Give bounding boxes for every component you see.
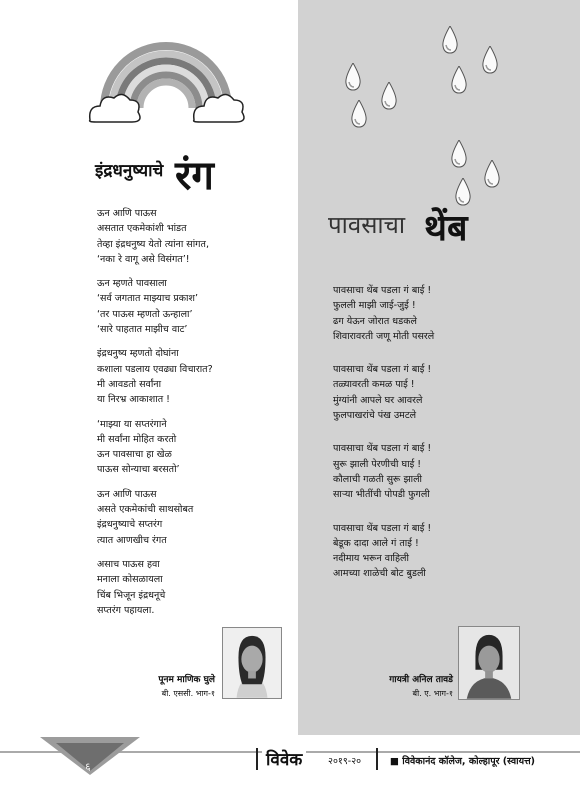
left-author-photo — [222, 627, 282, 699]
poem-line: इंद्रधनुष्य म्हणतो दोघांना — [97, 348, 179, 360]
poem-line: तेव्हा इंद्रधनुष्य येतो त्यांना सांगत, — [97, 238, 209, 250]
poem-line: ऊन म्हणते पावसाला — [97, 278, 167, 290]
stanza — [97, 206, 297, 267]
raindrop-icon — [450, 66, 468, 94]
stanza — [333, 441, 533, 502]
stanza — [333, 283, 533, 344]
poem-line: असाच पाऊस हवा — [97, 558, 160, 570]
raindrop-icon — [344, 63, 362, 91]
poem-line: आमच्या शाळेची बोट बुडली — [333, 568, 426, 580]
poem-line: पाऊस सोन्याचा बरसतो’ — [97, 464, 180, 476]
left-author-class: बी. एससी. भाग-१ — [161, 689, 215, 698]
poem-line: या निरभ्र आकाशात ! — [97, 394, 170, 406]
poem-line: ‘तर पाऊस म्हणतो ऊन्हाला’ — [97, 308, 193, 320]
poem-line: साऱ्या भीतींची पोपडी फुगली — [333, 489, 430, 501]
stanza — [97, 417, 297, 478]
title-big-word: रंग — [175, 152, 214, 199]
magazine-name: विवेक — [262, 747, 306, 770]
poem-line: असते एकमेकांची साथसोबत — [97, 504, 194, 516]
poem-line: ‘सारे पाहतात माझीच वाट’ — [97, 324, 188, 336]
poem-line: त्यात आणखीच रंगत — [97, 534, 167, 546]
raindrop-icon — [450, 140, 468, 168]
poem-line: ‘माझ्या या सप्तरंगाने — [97, 418, 167, 430]
left-author-name: पूनम माणिक घुले — [158, 675, 215, 685]
title-first-word: पावसाचा — [328, 211, 406, 239]
stanza — [333, 521, 533, 582]
rainbow-icon — [86, 30, 246, 130]
left-poem-body — [97, 206, 297, 627]
poem-line: मी सर्वांना मोहित करतो — [97, 433, 177, 445]
poem-line: सुरू झाली पेरणीची घाई ! — [333, 458, 422, 470]
stanza — [97, 557, 297, 618]
poem-line: पावसाचा थेंब पडला गं बाई ! — [333, 522, 432, 534]
poem-line: सप्तरंग पहायला. — [97, 604, 155, 616]
poem-line: कौलाची गळती सुरू झाली — [333, 473, 423, 485]
right-author-class: बी. ए. भाग-१ — [412, 689, 453, 698]
raindrop-icon — [350, 100, 368, 128]
stanza — [333, 362, 533, 423]
poem-line: पावसाचा थेंब पडला गं बाई ! — [333, 443, 432, 455]
magazine-year: २०१९-२० — [324, 754, 365, 767]
title-second-word: थेंब — [424, 207, 468, 249]
poem-line: फुलपाखरांचे पंख उमटले — [333, 410, 417, 422]
poem-line: शिवारावरती जणू मोती पसरले — [333, 330, 435, 342]
right-author-name: गायत्री अनिल तावडे — [389, 675, 453, 685]
poem-line: मुंग्यांनी आपले घर आवरले — [333, 394, 423, 406]
poem-line: ऊन आणि पाऊस — [97, 208, 157, 219]
poem-line: बेडूक दादा आले गं ताई ! — [333, 537, 419, 549]
poem-line: कशाला पडलाय एवढ्या विचारात? — [97, 363, 213, 375]
footer-separator — [256, 748, 258, 770]
raindrop-icon — [483, 160, 501, 188]
poem-line: चिंब भिजून इंद्रधनूचे — [97, 589, 166, 601]
poem-line: ऊन आणि पाऊस — [97, 488, 157, 500]
poem-line: नदीमाय भरून वाहिली — [333, 553, 409, 565]
raindrop-icon — [441, 26, 459, 54]
poem-line: असतात एकमेकांशी भांडत — [97, 223, 187, 235]
poem-line: पावसाचा थेंब पडला गं बाई ! — [333, 364, 432, 376]
title-small-word: इंद्रधनुष्याचे — [95, 161, 164, 181]
stanza — [97, 346, 297, 407]
right-poem-body — [333, 283, 533, 600]
poem-line: ऊन पावसाचा हा खेळ — [97, 449, 172, 461]
poem-line: फुलली माझी जाई-जुई ! — [333, 300, 416, 312]
poem-line: तळ्यावरती कमळ पाई ! — [333, 379, 415, 391]
poem-line: ‘नका रे वागू असे विसंगत’! — [97, 253, 190, 265]
poem-line: पावसाचा थेंब पडला गं बाई ! — [333, 285, 432, 296]
poem-line: ढग येऊन जोरात धडकले — [333, 315, 417, 327]
right-poem-title — [328, 200, 498, 262]
stanza — [97, 487, 297, 548]
footer-separator — [376, 748, 378, 770]
poem-line: ‘सर्व जगतात माझ्याच प्रकाश’ — [97, 293, 198, 305]
raindrop-icon — [380, 82, 398, 110]
raindrop-icon — [481, 46, 499, 74]
poem-line: इंद्रधनुष्याचे सप्तरंग — [97, 519, 163, 531]
stanza — [97, 276, 297, 337]
college-name: ■ विवेकानंद कॉलेज, कोल्हापूर (स्वायत्त) — [386, 754, 539, 767]
right-author-photo — [458, 626, 520, 700]
page-number: ६ — [85, 762, 91, 773]
left-poem-title — [95, 152, 265, 204]
poem-line: मनाला कोसळायला — [97, 574, 163, 586]
poem-line: मी आवडतो सर्वांना — [97, 378, 162, 390]
